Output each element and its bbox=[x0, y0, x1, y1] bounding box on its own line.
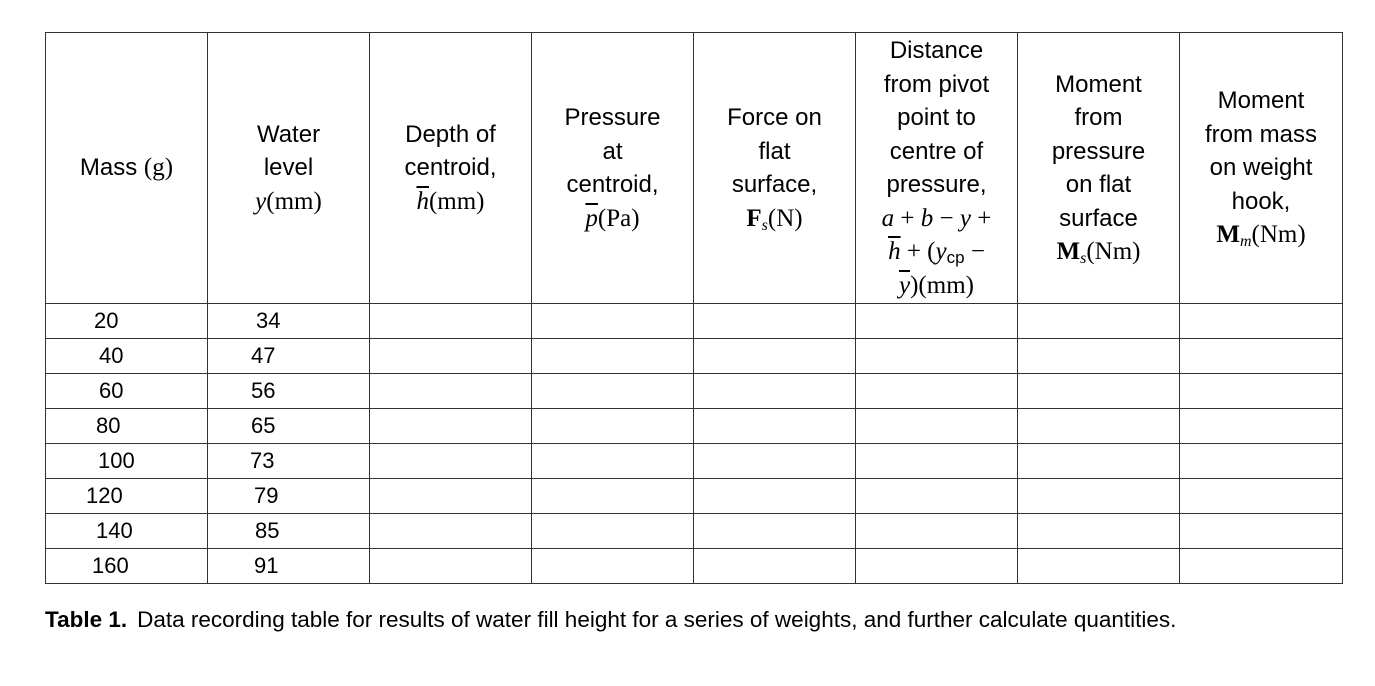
header-moment-from-pressure: Moment from pressure on flat surface $M_s(Nm)$ bbox=[1018, 33, 1180, 304]
mass-value: 80 bbox=[96, 413, 121, 438]
empty-cell bbox=[1180, 304, 1343, 339]
table-caption bbox=[45, 603, 1342, 637]
empty-cell bbox=[370, 409, 532, 444]
water-level-value: 91 bbox=[254, 553, 279, 578]
empty-cell bbox=[1018, 479, 1180, 514]
water-level-cell bbox=[208, 409, 370, 444]
empty-cell bbox=[532, 409, 694, 444]
empty-cell bbox=[1180, 514, 1343, 549]
mass-value: 40 bbox=[99, 343, 124, 368]
water-level-value: 85 bbox=[255, 518, 280, 543]
empty-cell bbox=[532, 339, 694, 374]
mass-cell bbox=[46, 514, 208, 549]
empty-cell bbox=[694, 374, 856, 409]
table-body bbox=[46, 304, 1343, 584]
header-pressure-at-centroid: Pressure at centroid, $\overline{p}(Pa)$ bbox=[532, 33, 694, 304]
mass-cell bbox=[46, 304, 208, 339]
empty-cell bbox=[856, 444, 1018, 479]
header-row bbox=[46, 33, 1343, 304]
empty-cell bbox=[694, 444, 856, 479]
empty-cell bbox=[532, 514, 694, 549]
empty-cell bbox=[1018, 549, 1180, 584]
mass-cell bbox=[46, 409, 208, 444]
empty-cell bbox=[370, 339, 532, 374]
empty-cell bbox=[856, 339, 1018, 374]
empty-cell bbox=[1180, 444, 1343, 479]
empty-cell bbox=[1018, 514, 1180, 549]
mass-value: 140 bbox=[96, 518, 133, 543]
table-row bbox=[46, 409, 1343, 444]
empty-cell bbox=[694, 514, 856, 549]
empty-cell bbox=[694, 549, 856, 584]
water-level-value: 56 bbox=[251, 378, 276, 403]
empty-cell bbox=[370, 444, 532, 479]
water-level-value: 34 bbox=[256, 308, 281, 333]
water-level-value: 79 bbox=[254, 483, 279, 508]
mass-value: 20 bbox=[94, 308, 119, 333]
header-water-level: Water level y(mm) bbox=[208, 33, 370, 304]
empty-cell bbox=[532, 444, 694, 479]
header-depth-of-centroid: Depth of centroid, $\overline{h}(mm)$ bbox=[370, 33, 532, 304]
empty-cell bbox=[532, 479, 694, 514]
empty-cell bbox=[694, 409, 856, 444]
mass-cell bbox=[46, 479, 208, 514]
header-force-on-flat-surface: Force on flat surface, $F_s(N)$ bbox=[694, 33, 856, 304]
empty-cell bbox=[694, 479, 856, 514]
empty-cell bbox=[856, 549, 1018, 584]
empty-cell bbox=[532, 374, 694, 409]
water-level-cell bbox=[208, 444, 370, 479]
water-level-cell bbox=[208, 514, 370, 549]
table-row bbox=[46, 549, 1343, 584]
empty-cell bbox=[532, 304, 694, 339]
empty-cell bbox=[370, 549, 532, 584]
water-level-cell bbox=[208, 374, 370, 409]
mass-value: 160 bbox=[92, 553, 129, 578]
water-level-cell bbox=[208, 549, 370, 584]
empty-cell bbox=[370, 304, 532, 339]
empty-cell bbox=[1018, 409, 1180, 444]
caption-text: Data recording table for results of water fill height for a series of weights, and further calculate quantities. bbox=[137, 607, 1177, 632]
water-level-value: 47 bbox=[251, 343, 276, 368]
empty-cell bbox=[856, 409, 1018, 444]
empty-cell bbox=[856, 514, 1018, 549]
empty-cell bbox=[694, 304, 856, 339]
water-level-value: 65 bbox=[251, 413, 276, 438]
header-mass: Mass (g) bbox=[46, 33, 208, 304]
table-row bbox=[46, 339, 1343, 374]
empty-cell bbox=[1018, 374, 1180, 409]
water-level-cell bbox=[208, 479, 370, 514]
empty-cell bbox=[1180, 374, 1343, 409]
empty-cell bbox=[1180, 409, 1343, 444]
empty-cell bbox=[856, 374, 1018, 409]
empty-cell bbox=[856, 479, 1018, 514]
caption-label: Table 1. bbox=[45, 607, 128, 632]
empty-cell bbox=[1018, 444, 1180, 479]
empty-cell bbox=[1180, 479, 1343, 514]
table-row bbox=[46, 304, 1343, 339]
mass-cell bbox=[46, 374, 208, 409]
mass-value: 120 bbox=[86, 483, 123, 508]
mass-value: 100 bbox=[98, 448, 135, 473]
water-level-cell bbox=[208, 339, 370, 374]
table-row bbox=[46, 374, 1343, 409]
mass-value: 60 bbox=[99, 378, 124, 403]
empty-cell bbox=[1018, 339, 1180, 374]
table-row bbox=[46, 444, 1343, 479]
data-recording-table bbox=[45, 32, 1343, 584]
header-moment-from-mass: Moment from mass on weight hook, $M_m(Nm)$ bbox=[1180, 33, 1343, 304]
empty-cell bbox=[532, 549, 694, 584]
mass-cell bbox=[46, 444, 208, 479]
header-distance-to-centre-of-pressure: Distance from pivot point to centre of pressure, a + b − y + $\overline{h} + (y_{cp}$ − $\overline{y})(mm)$ bbox=[856, 33, 1018, 304]
empty-cell bbox=[856, 304, 1018, 339]
empty-cell bbox=[1180, 339, 1343, 374]
table-row bbox=[46, 514, 1343, 549]
mass-cell bbox=[46, 549, 208, 584]
empty-cell bbox=[370, 374, 532, 409]
empty-cell bbox=[1018, 304, 1180, 339]
water-level-cell bbox=[208, 304, 370, 339]
empty-cell bbox=[1180, 549, 1343, 584]
empty-cell bbox=[370, 514, 532, 549]
empty-cell bbox=[370, 479, 532, 514]
table-row bbox=[46, 479, 1343, 514]
mass-cell bbox=[46, 339, 208, 374]
water-level-value: 73 bbox=[250, 448, 275, 473]
empty-cell bbox=[694, 339, 856, 374]
